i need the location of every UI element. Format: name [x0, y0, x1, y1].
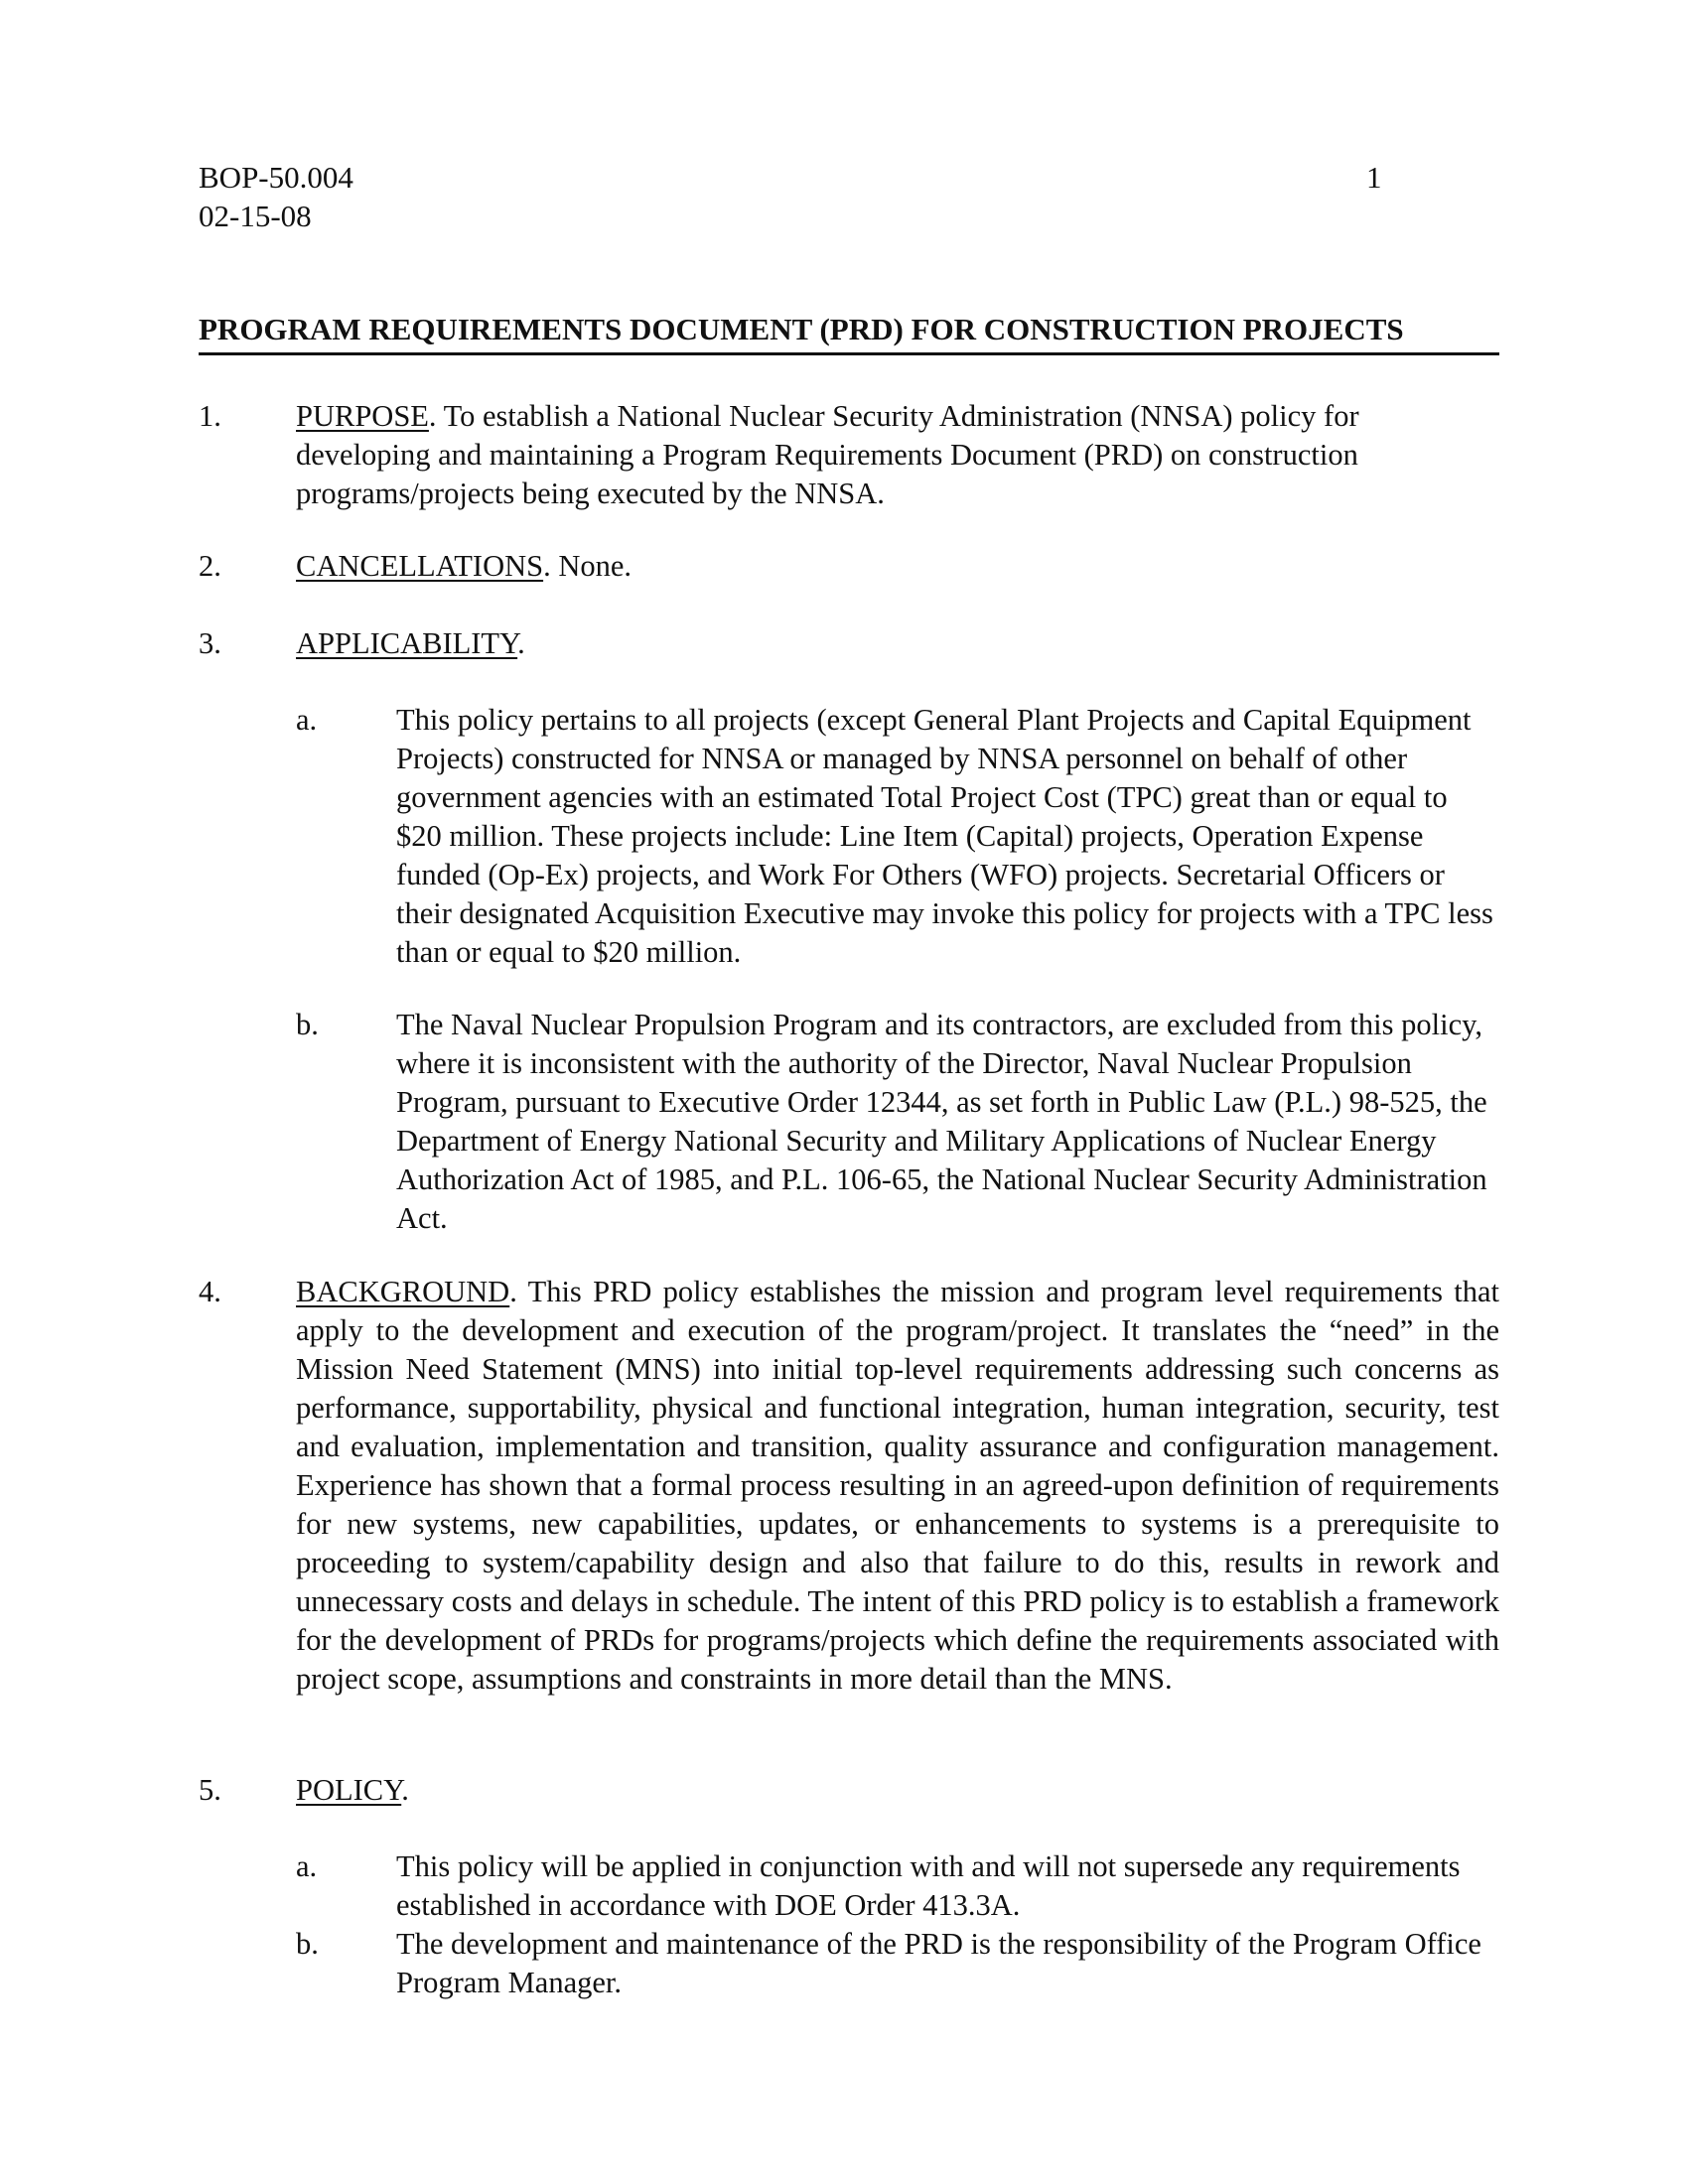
section-text: . [517, 626, 525, 660]
section-body [296, 1273, 1499, 1699]
section-text: . This PRD policy establishes the mission and program level requirements that apply to the development and execution of the program/project. It translates the “need” in the Mission Need Statement (MNS) into initial top-level requirements addressing such concerns as performance, supportability, physical and functional integration, human integration, security, test and evaluation, implementation and transition, quality assurance and configuration management. Experience has shown that a formal process resulting in an agreed-upon definition of requirements for new systems, new capabilities, updates, or enhancements to systems is a prerequisite to proceeding to system/capability design and also that failure to do this, results in rework and unnecessary costs and delays in schedule. The intent of this PRD policy is to establish a framework for the development of PRDs for programs/projects which define the requirements associated with project scope, assumptions and constraints in more detail than the MNS. [296, 1275, 1499, 1696]
item-letter: a. [296, 703, 318, 737]
section-body [296, 1771, 1499, 1810]
section-heading: CANCELLATIONS [296, 549, 544, 583]
section-number: 4. [199, 1275, 221, 1308]
item-letter: a. [296, 1849, 318, 1883]
section-heading: PURPOSE [296, 399, 429, 433]
section-text: . None. [543, 549, 633, 583]
page-number: 1 [1366, 160, 1382, 195]
item-text: The development and maintenance of the PRD is the responsibility of the Program Office Program Manager. [396, 1927, 1481, 1999]
section-body [296, 624, 1499, 663]
item-text: This policy pertains to all projects (except General Plant Projects and Capital Equipment Projects) constructed for NNSA or managed by NNSA personnel on behalf of other government agencies with an estimated Total Project Cost (TPC) great than or equal to $20 million. These projects include: Line Item (Capital) projects, Operation Expense funded (Op-Ex) projects, and Work For Others (WFO) projects. Secretarial Officers or their designated Acquisition Executive may invoke this policy for projects with a TPC less than or equal to $20 million. [396, 703, 1493, 969]
item-letter: b. [296, 1927, 319, 1961]
section-heading: BACKGROUND [296, 1275, 510, 1308]
section-number: 5. [199, 1773, 221, 1807]
section-body [296, 397, 1499, 513]
section-heading: POLICY [296, 1773, 402, 1807]
document-title: PROGRAM REQUIREMENTS DOCUMENT (PRD) FOR CONSTRUCTION PROJECTS [199, 310, 1499, 355]
section-number: 2. [199, 549, 221, 583]
item-text: The Naval Nuclear Propulsion Program and its contractors, are excluded from this policy, where it is inconsistent with the authority of the Director, Naval Nuclear Propulsion Program, pursuant to Executive Order 12344, as set forth in Public Law (P.L.) 98-525, the Department of Energy National Security and Military Applications of Nuclear Energy Authorization Act of 1985, and P.L. 106-65, the National Nuclear Security Administration Act. [396, 1008, 1487, 1235]
item-text: This policy will be applied in conjunction with and will not supersede any requirements established in accordance with DOE Order 413.3A. [396, 1849, 1461, 1922]
section-number: 3. [199, 626, 221, 660]
section-heading: APPLICABILITY [296, 626, 518, 660]
document-id: BOP-50.004 [199, 160, 353, 195]
item-letter: b. [296, 1008, 319, 1041]
document-date: 02-15-08 [199, 199, 312, 233]
section-text: . To establish a National Nuclear Security Administration (NNSA) policy for developing and maintaining a Program Requirements Document (PRD) on construction programs/projects being executed by the NNSA. [296, 399, 1359, 510]
section-number: 1. [199, 399, 221, 433]
section-body [296, 547, 1499, 586]
section-text: . [401, 1773, 409, 1807]
